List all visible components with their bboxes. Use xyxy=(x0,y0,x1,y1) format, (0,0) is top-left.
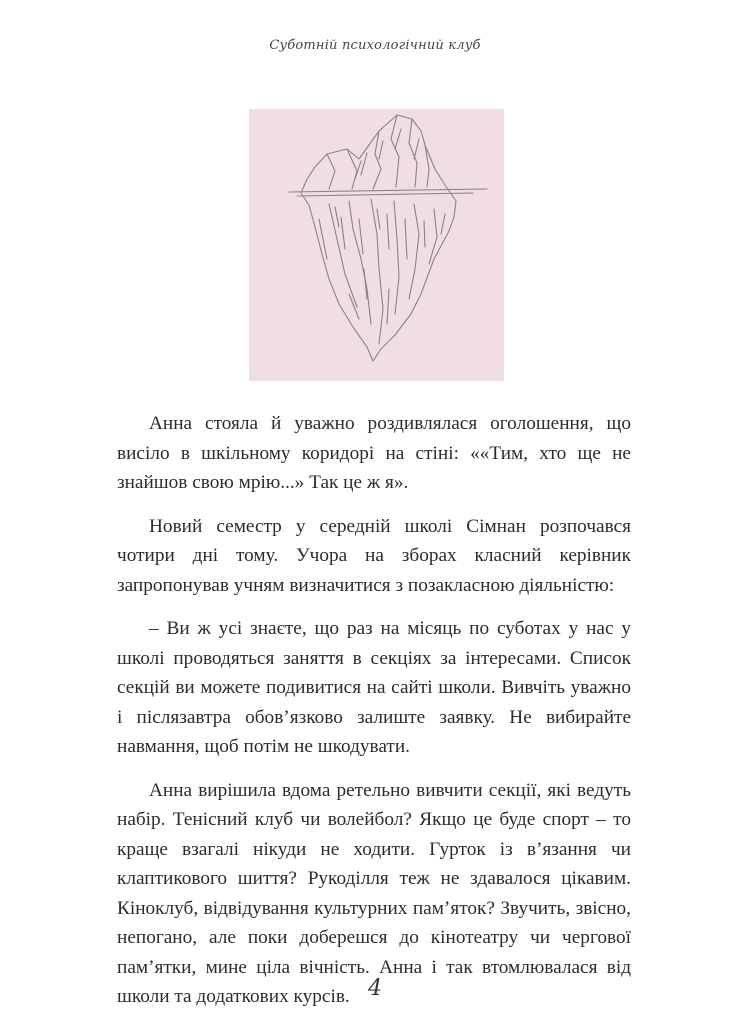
iceberg-illustration xyxy=(249,109,504,381)
page-number: 4 xyxy=(368,976,382,1001)
paragraph: Новий семестр у середній школі Сімнан розпочався чотири дні тому. Учора на зборах класний керівник запропонував учням визначитися з позакласною діяльністю: xyxy=(117,515,631,596)
paragraph: Анна стояла й уважно роздивлялася оголошення, що висіло в шкільному коридорі на стіні: ««Тим, хто ще не знайшов свою мрію...» Так це ж я». xyxy=(117,413,631,493)
waterline xyxy=(289,189,487,192)
body-text xyxy=(117,409,631,1026)
iceberg-drawing xyxy=(249,109,504,381)
waterline-shadow xyxy=(297,193,473,196)
running-header: Суботній психологічний клуб xyxy=(269,38,481,53)
paragraph: Анна вирішила вдома ретельно вивчити секції, які ведуть набір. Тенісний клуб чи волейбол? Якщо це буде спорт – то краще взагалі нікуди не ходити. Гурток із в’язання чи клаптикового шиття? Рукоділля теж не здавалося цікавим. Кіноклуб, відвідування культурних пам’яток? Звучить, звісно, непогано, але поки доберешся до кінотеатру чи чергової пам’ятки, мине ціла вічність. Анна і так втомлювалася від школи та додаткових курсів. xyxy=(117,779,631,1007)
iceberg-outline xyxy=(301,115,456,361)
paragraph: – Ви ж усі знаєте, що раз на місяць по суботах у нас у школі проводяться заняття в секціях за інтересами. Список секцій ви можете подивитися на сайті школи. Вивчіть уважно і післязавтра обов’язково залиште заявку. Не вибирайте навмання, щоб потім не шкодувати. xyxy=(117,618,631,757)
